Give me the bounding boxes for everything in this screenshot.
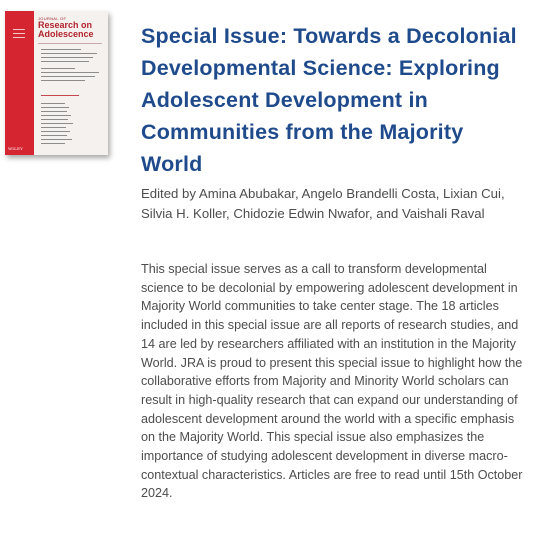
cover-text-line	[41, 115, 71, 116]
issue-title[interactable]: Special Issue: Towards a Decolonial Developmental Science: Exploring Adolescent Development in Communities from the Majority World	[141, 24, 517, 176]
cover-text-line	[41, 72, 99, 73]
cover-text-line	[41, 103, 65, 104]
cover-text-line	[41, 139, 72, 140]
cover-text-line	[41, 49, 81, 50]
cover-rule	[38, 43, 102, 44]
cover-spine-line	[13, 37, 25, 38]
cover-spine	[5, 11, 34, 155]
cover-text-line	[41, 95, 79, 96]
cover-text-line	[41, 61, 89, 62]
cover-text-line	[41, 111, 67, 112]
cover-text-line	[41, 131, 70, 132]
cover-text-line	[41, 119, 68, 120]
cover-spine-line	[13, 29, 25, 30]
cover-text-line	[41, 53, 97, 54]
cover-text-line	[41, 57, 93, 58]
cover-spine-line	[13, 33, 25, 34]
cover-text-line	[41, 123, 73, 124]
journal-cover-image[interactable]	[5, 11, 108, 155]
issue-description: This special issue serves as a call to transform developmental science to be decolonial by empowering adolescent development in Majority World communities to take center stage. The 18 articles included in this special issue are all reports of research studies, and 14 are led by researchers affiliated with an institution in the Majority World. JRA is proud to present this special issue to highlight how the collaborative efforts from Majority and Minority World scholars can result in high-quality research that can expand our understanding of adolescent development around the world with a specific emphasis on the Majority World. This special issue also emphasizes the importance of studying adolescent development in diverse macro-contextual characteristics. Articles are free to read until 15th October 2024.	[141, 262, 523, 501]
publisher-logo: WILEY	[8, 146, 23, 151]
cover-text-line	[41, 76, 95, 77]
cover-text-line	[41, 143, 65, 144]
cover-text-line	[41, 127, 66, 128]
cover-text-line	[41, 135, 67, 136]
issue-editors: Edited by Amina Abubakar, Angelo Brandelli Costa, Lixian Cui, Silvia H. Koller, Chidozie Edwin Nwafor, and Vaishali Raval	[141, 186, 505, 221]
cover-journal-name: Research on Adolescence	[38, 20, 94, 39]
cover-text-line	[41, 107, 69, 108]
cover-text-line	[41, 68, 75, 69]
cover-text-line	[41, 80, 85, 81]
cover-journal-prefix: JOURNAL OF	[38, 16, 67, 21]
